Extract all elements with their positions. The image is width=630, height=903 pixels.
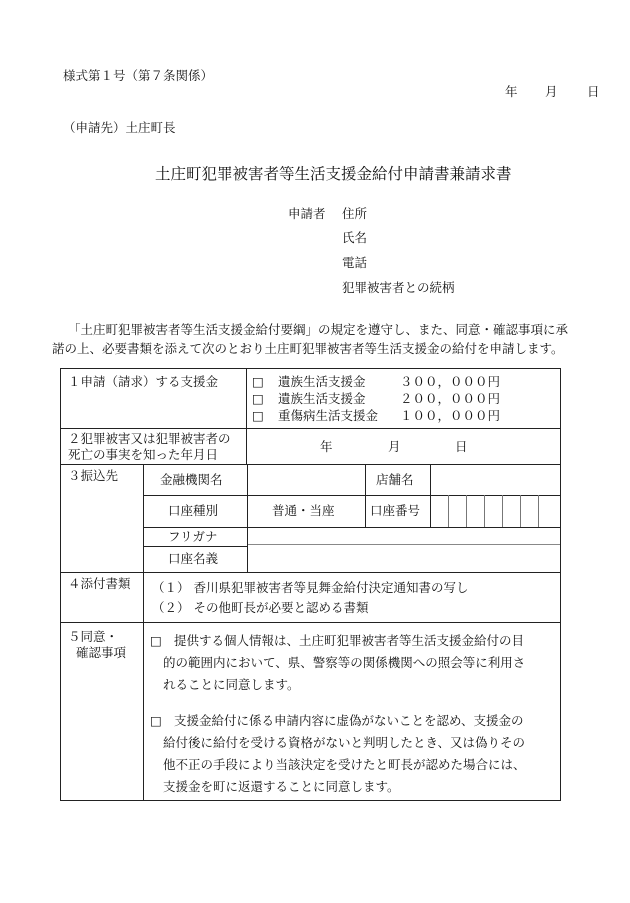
row2-label-line2: 死亡の事実を知った年月日: [68, 447, 219, 462]
consent1-line3: れることに同意します。: [163, 677, 300, 692]
row1-label: １申請（請求）する支援金: [68, 374, 219, 389]
option3-checkbox[interactable]: □: [252, 408, 264, 423]
option3-amount: １００，０００円: [400, 408, 501, 423]
page-title: 土庄町犯罪被害者等生活支援金給付申請書兼請求書: [155, 165, 512, 183]
furigana-label: フリガナ: [168, 529, 218, 544]
account-type-label: 口座種別: [168, 503, 219, 518]
row4-label: ４添付書類: [68, 576, 131, 591]
row3-label: ３振込先: [68, 468, 119, 483]
row2-month-label: 月: [388, 439, 401, 454]
date-year-label: 年: [505, 84, 518, 99]
bank-name-label: 金融機関名: [160, 472, 223, 487]
date-month-label: 月: [545, 84, 558, 99]
row2-year-label: 年: [320, 439, 333, 454]
applicant-name-label: 氏名: [342, 230, 368, 245]
consent1-line1: 提供する個人情報は、土庄町犯罪被害者等生活支援金給付の目: [174, 633, 525, 648]
consent1-line2: 的の範囲内において、県、警察等の関係機関への照会等に利用さ: [163, 655, 526, 670]
option2-amount: ２００，０００円: [400, 391, 501, 406]
applicant-relation-label: 犯罪被害者との続柄: [342, 280, 455, 295]
applicant-phone-label: 電話: [342, 255, 368, 270]
branch-name-label: 店舗名: [376, 472, 414, 487]
intro-line-2: 諾の上、必要書類を添えて次のとおり土庄町犯罪被害者等生活支援金の給付を申請します。: [52, 341, 564, 356]
consent1-checkbox[interactable]: □: [150, 633, 162, 648]
option2-checkbox[interactable]: □: [252, 391, 264, 406]
attachment-item-2: （２） その他町長が必要と認める書類: [152, 600, 369, 615]
consent2-line1: 支援金給付に係る申請内容に虚偽がないことを認め、支援金の: [174, 713, 524, 728]
option1-amount: ３００，０００円: [400, 374, 501, 389]
addressee: （申請先）土庄町長: [63, 120, 176, 135]
row5-label-line1: ５同意・: [68, 629, 119, 644]
attachment-item-1: （１） 香川県犯罪被害者等見舞金給付決定通知書の写し: [152, 580, 469, 595]
account-type-value: 普通・当座: [272, 503, 335, 518]
option2-name: 遺族生活支援金: [278, 391, 366, 406]
row2-day-label: 日: [455, 439, 468, 454]
account-holder-label: 口座名義: [168, 551, 219, 566]
consent2-line3: 他不正の手段により当該決定を受けたと町長が認めた場合には、: [163, 757, 526, 772]
option1-checkbox[interactable]: □: [252, 374, 264, 389]
consent2-checkbox[interactable]: □: [150, 713, 162, 728]
option1-name: 遺族生活支援金: [278, 374, 366, 389]
row5-label-line2: 確認事項: [76, 645, 127, 660]
applicant-label: 申請者: [288, 206, 326, 221]
account-number-label: 口座番号: [370, 503, 421, 518]
applicant-address-label: 住所: [342, 206, 368, 221]
consent2-line4: 支援金を町に返還することに同意します。: [163, 779, 400, 794]
row2-label-line1: ２犯罪被害又は犯罪被害者の: [68, 431, 231, 446]
intro-line-1: 「土庄町犯罪被害者等生活支援金給付要綱」の規定を遵守し、また、同意・確認事項に承: [68, 322, 569, 337]
consent2-line2: 給付後に給付を受ける資格がないと判明したとき、又は偽りその: [163, 735, 526, 750]
option3-name: 重傷病生活支援金: [278, 408, 379, 423]
date-day-label: 日: [587, 84, 600, 99]
form-number: 様式第１号（第７条関係）: [63, 68, 214, 83]
